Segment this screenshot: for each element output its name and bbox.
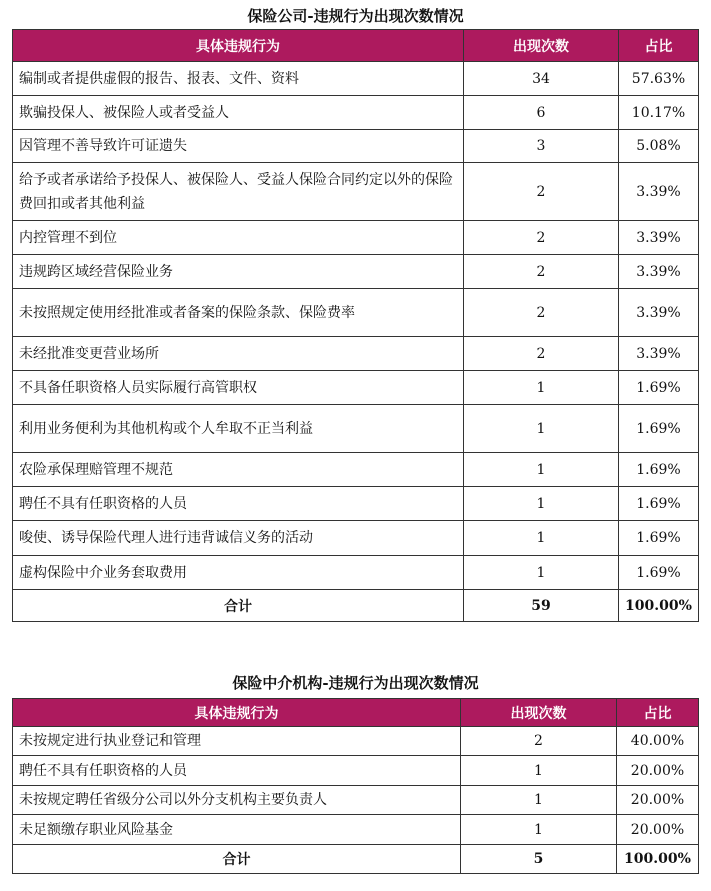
total-count: 59 — [464, 590, 619, 622]
share-cell: 10.17% — [619, 96, 699, 130]
share-cell: 1.69% — [619, 405, 699, 453]
total-row — [13, 845, 699, 874]
share-cell: 1.69% — [619, 487, 699, 521]
total-label: 合计 — [13, 590, 464, 622]
count-cell: 1 — [461, 756, 617, 786]
table-row — [13, 337, 699, 371]
share-cell: 3.39% — [619, 289, 699, 337]
intermediary-violations-table — [12, 698, 699, 874]
count-cell: 1 — [464, 371, 619, 405]
count-cell: 34 — [464, 62, 619, 96]
share-cell: 3.39% — [619, 337, 699, 371]
table2-title: 保险中介机构-违规行为出现次数情况 — [232, 674, 479, 692]
count-cell: 1 — [464, 405, 619, 453]
total-share: 100.00% — [619, 590, 699, 622]
table-row — [13, 521, 699, 556]
violation-cell: 给予或者承诺给予投保人、被保险人、受益人保险合同约定以外的保险费回扣或者其他利益 — [13, 163, 464, 221]
count-cell: 1 — [464, 453, 619, 487]
share-cell: 1.69% — [619, 521, 699, 556]
share-cell: 1.69% — [619, 556, 699, 590]
violation-cell: 欺骗投保人、被保险人或者受益人 — [13, 96, 464, 130]
violation-cell: 不具备任职资格人员实际履行高管职权 — [13, 371, 464, 405]
header-violation: 具体违规行为 — [13, 699, 461, 727]
table-row — [13, 96, 699, 130]
total-row — [13, 590, 699, 622]
violation-cell: 未足额缴存职业风险基金 — [13, 815, 461, 845]
violation-cell: 利用业务便利为其他机构或个人牟取不正当利益 — [13, 405, 464, 453]
header-share: 占比 — [617, 699, 699, 727]
share-cell: 40.00% — [617, 727, 699, 756]
table-row — [13, 727, 699, 756]
insurer-violations-table — [12, 29, 699, 622]
table-row — [13, 62, 699, 96]
count-cell: 2 — [464, 163, 619, 221]
count-cell: 2 — [464, 289, 619, 337]
table-row — [13, 756, 699, 786]
share-cell: 3.39% — [619, 163, 699, 221]
count-cell: 1 — [461, 786, 617, 815]
violation-cell: 未按规定进行执业登记和管理 — [13, 727, 461, 756]
count-cell: 2 — [461, 727, 617, 756]
share-cell: 3.39% — [619, 221, 699, 255]
count-cell: 2 — [464, 221, 619, 255]
violation-cell: 聘任不具有任职资格的人员 — [13, 487, 464, 521]
violation-cell: 未按照规定使用经批准或者备案的保险条款、保险费率 — [13, 289, 464, 337]
table-row — [13, 255, 699, 289]
table-row — [13, 487, 699, 521]
share-cell: 20.00% — [617, 815, 699, 845]
violation-cell: 聘任不具有任职资格的人员 — [13, 756, 461, 786]
table-row — [13, 815, 699, 845]
total-label: 合计 — [13, 845, 461, 874]
table-row — [13, 130, 699, 163]
total-count: 5 — [461, 845, 617, 874]
violation-cell: 未经批准变更营业场所 — [13, 337, 464, 371]
violation-cell: 农险承保理赔管理不规范 — [13, 453, 464, 487]
share-cell: 1.69% — [619, 453, 699, 487]
header-violation: 具体违规行为 — [13, 30, 464, 62]
table-row — [13, 556, 699, 590]
table-row — [13, 371, 699, 405]
table-row — [13, 221, 699, 255]
share-cell: 5.08% — [619, 130, 699, 163]
table1-title: 保险公司-违规行为出现次数情况 — [247, 7, 464, 25]
table-row — [13, 786, 699, 815]
violation-cell: 内控管理不到位 — [13, 221, 464, 255]
count-cell: 2 — [464, 255, 619, 289]
violation-cell: 因管理不善导致许可证遗失 — [13, 130, 464, 163]
count-cell: 3 — [464, 130, 619, 163]
table-row — [13, 453, 699, 487]
violation-cell: 唆使、诱导保险代理人进行违背诚信义务的活动 — [13, 521, 464, 556]
violation-cell: 违规跨区域经营保险业务 — [13, 255, 464, 289]
share-cell: 20.00% — [617, 786, 699, 815]
share-cell: 1.69% — [619, 371, 699, 405]
count-cell: 1 — [464, 556, 619, 590]
count-cell: 6 — [464, 96, 619, 130]
count-cell: 2 — [464, 337, 619, 371]
header-count: 出现次数 — [464, 30, 619, 62]
violation-cell: 虚构保险中介业务套取费用 — [13, 556, 464, 590]
count-cell: 1 — [464, 521, 619, 556]
header-share: 占比 — [619, 30, 699, 62]
share-cell: 3.39% — [619, 255, 699, 289]
table-row — [13, 163, 699, 221]
count-cell: 1 — [464, 487, 619, 521]
count-cell: 1 — [461, 815, 617, 845]
table-row — [13, 405, 699, 453]
violation-cell: 未按规定聘任省级分公司以外分支机构主要负责人 — [13, 786, 461, 815]
header-count: 出现次数 — [461, 699, 617, 727]
violation-cell: 编制或者提供虚假的报告、报表、文件、资料 — [13, 62, 464, 96]
total-share: 100.00% — [617, 845, 699, 874]
table-row — [13, 289, 699, 337]
share-cell: 20.00% — [617, 756, 699, 786]
share-cell: 57.63% — [619, 62, 699, 96]
